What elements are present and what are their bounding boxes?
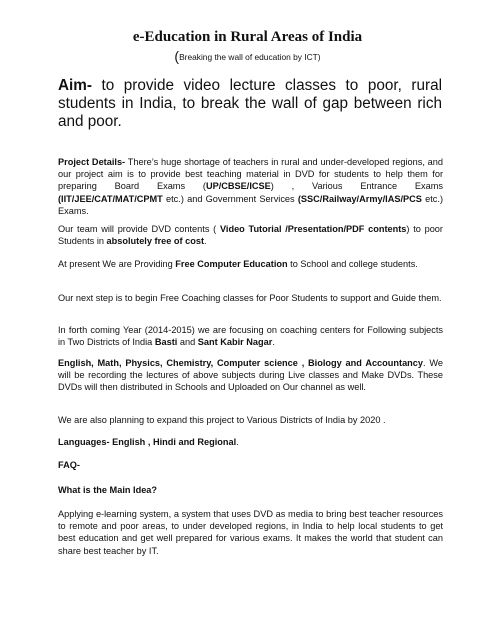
dvd-text-2: ) to poor Students in (58, 224, 443, 247)
dvd-text-3: . (204, 236, 207, 247)
subtitle-paren: ( (174, 48, 180, 64)
page-title: e-Education in Rural Areas of India (132, 29, 363, 45)
languages-label: Languages- English , Hindi and Regional (58, 437, 237, 447)
project-text-3: etc.) and Government Services (162, 193, 298, 204)
dvd-content-types: Video Tutorial /Presentation/PDF contents (219, 224, 407, 234)
forthcoming-text-3: . (272, 337, 275, 348)
free-of-cost: absolutely free of cost (106, 236, 205, 247)
dvd-text-1: Our team will provide DVD contents ( (58, 224, 220, 234)
next-step-paragraph: Our next step is to begin Free Coaching classes for Poor Students to support and Guide them. (58, 293, 442, 303)
present-text-1: At present We are Providing (58, 259, 176, 269)
project-details-paragraph (58, 156, 443, 217)
district-basti: Basti (154, 337, 178, 348)
subjects-list: English, Math, Physics, Chemistry, Computer science , Biology and Accountancy (58, 358, 424, 368)
board-exams: UP/CBSE/ICSE (205, 181, 271, 192)
question-text: What is the Main Idea? (58, 485, 158, 495)
languages-suffix: . (236, 437, 239, 447)
project-text-4: etc.) Exams. (58, 193, 443, 216)
free-computer-education: Free Computer Education (175, 259, 288, 269)
project-text-2: ) , Various Entrance Exams (270, 181, 443, 192)
project-text-1: There’s huge shortage of teachers in rural and under-developed regions, and our project aim is to provide best teaching material in DVD for students to help them for preparing Board Exams ( (58, 157, 443, 192)
entrance-exams: (IIT/JEE/CAT/MAT/CPMT (58, 193, 163, 204)
expand-paragraph: We are also planning to expand this project to Various Districts of India by 2020 . (58, 415, 386, 425)
present-paragraph (58, 258, 443, 270)
languages-paragraph (58, 436, 443, 448)
aim-text: to provide video lecture classes to poor, rural students in India, to break the wall of gap between rich and poor. (58, 77, 442, 130)
project-details-label: Project Details- (58, 157, 126, 167)
dvd-content-paragraph (58, 223, 443, 247)
aim-label: Aim- (58, 77, 92, 94)
subtitle-text: Breaking the wall of education by ICT) (179, 52, 321, 62)
district-sant-kabir-nagar: Sant Kabir Nagar (197, 337, 273, 348)
faq-heading (58, 459, 443, 471)
faq-label: FAQ- (58, 460, 80, 470)
question-heading (58, 484, 443, 496)
aim-paragraph (58, 77, 442, 131)
subjects-text: . We will be recording the lectures of above subjects during Live classes and Make DVDs. These DVDs will then distributed in Schools and Uploaded on Our channel as well. (58, 358, 443, 393)
subjects-paragraph (58, 357, 443, 394)
forthcoming-text-2: and (177, 337, 198, 348)
page-subtitle (0, 47, 495, 63)
government-exams: (SSC/Railway/Army/IAS/PCS (297, 193, 422, 204)
forthcoming-paragraph (58, 324, 443, 348)
forthcoming-text-1: In forth coming Year (2014-2015) we are focusing on coaching centers for Following subjects in Two Districts of India (58, 325, 443, 348)
answer-paragraph: Applying e-learning system, a system that uses DVD as media to bring best teacher resources to remote and poor areas, to under developed regions, in India to help local students to get best education and get well prepared for various exams. It makes the world that student can share best teacher by IT. (58, 509, 443, 556)
present-text-2: to School and college students. (287, 259, 418, 269)
